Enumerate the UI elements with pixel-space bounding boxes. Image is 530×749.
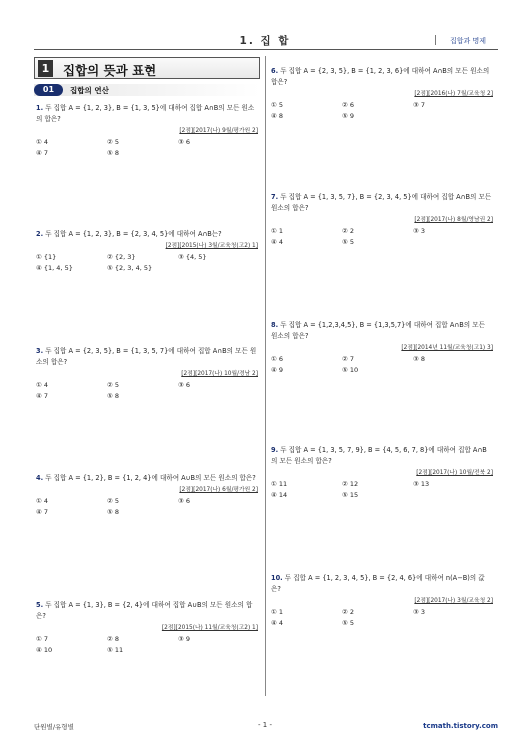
question-source-text: [2점][2015(나) 3월/교육청(고2) 1]	[165, 243, 258, 249]
question-stem	[36, 229, 258, 240]
question-4	[36, 473, 258, 518]
option-4[interactable]: ④ 4	[271, 619, 284, 627]
question-text: 두 집합 A = {1, 2, 3}, B = {1, 3, 5}에 대하여 집합 A∩B의 모든 원소의 합은?	[36, 104, 255, 123]
question-source-text: [2점][2017(나) 9월/평가원 2]	[179, 128, 258, 134]
option-1[interactable]: ① 1	[271, 608, 284, 616]
option-4[interactable]: ④ 7	[36, 392, 49, 400]
option-1[interactable]: ① 5	[271, 101, 284, 109]
header-title: 1. 집 합	[239, 35, 291, 47]
answer-options	[271, 479, 493, 501]
option-5[interactable]: ⑤ 8	[107, 149, 120, 157]
question-number: 9.	[271, 446, 279, 454]
header-divider	[435, 35, 436, 45]
option-1[interactable]: ① 7	[36, 635, 49, 643]
option-3[interactable]: ③ 13	[413, 480, 430, 488]
option-1[interactable]: ① 1	[271, 227, 284, 235]
question-stem	[36, 103, 258, 125]
question-number: 7.	[271, 193, 279, 201]
option-5[interactable]: ⑤ 10	[342, 366, 359, 374]
question-number: 2.	[36, 230, 44, 238]
question-10	[271, 573, 493, 629]
question-text: 두 집합 A = {1, 3, 5, 7, 9}, B = {4, 5, 6, 7, 8}에 대하여 집합 A∩B의 모든 원소의 합은?	[271, 446, 487, 465]
option-2[interactable]: ② 5	[107, 381, 120, 389]
option-5[interactable]: ⑤ 9	[342, 112, 355, 120]
answer-options	[271, 100, 493, 122]
question-stem	[271, 192, 493, 214]
question-1	[36, 103, 258, 159]
question-number: 4.	[36, 474, 44, 482]
question-number: 1.	[36, 104, 44, 112]
option-4[interactable]: ④ 14	[271, 491, 288, 499]
header-rule	[34, 49, 498, 50]
question-source-text: [2점][2017(나) 6월/평가원 2]	[179, 487, 258, 493]
question-source	[271, 215, 493, 226]
option-1[interactable]: ① 11	[271, 480, 288, 488]
option-2[interactable]: ② 5	[107, 138, 120, 146]
question-text: 두 집합 A = {2, 3, 5}, B = {1, 2, 3, 6}에 대하여 A∩B의 모든 원소의 합은?	[271, 67, 490, 86]
option-2[interactable]: ② 5	[107, 497, 120, 505]
section-title: 집합의 뜻과 표현	[63, 63, 157, 78]
question-7	[271, 192, 493, 248]
question-text: 두 집합 A = {1, 2, 3}, B = {2, 3, 4, 5}에 대하여 A∩B는?	[45, 230, 222, 238]
option-4[interactable]: ④ 10	[36, 646, 53, 654]
question-text: 두 집합 A = {1, 3}, B = {2, 4}에 대하여 집합 A∪B의 모든 원소의 합은?	[36, 601, 253, 620]
question-source-text: [2점][2017(나) 3월/교육청 2]	[414, 598, 493, 604]
option-2[interactable]: ② 12	[342, 480, 359, 488]
answer-options	[36, 496, 258, 518]
option-3[interactable]: ③ 6	[178, 381, 191, 389]
column-divider	[265, 56, 266, 696]
option-1[interactable]: ① 4	[36, 381, 49, 389]
question-stem	[271, 445, 493, 467]
option-5[interactable]: ⑤ 5	[342, 238, 355, 246]
question-source	[36, 485, 258, 496]
question-text: 두 집합 A = {1, 2}, B = {1, 2, 4}에 대하여 A∪B의 모든 원소의 합은?	[45, 474, 256, 482]
question-6	[271, 66, 493, 122]
option-5[interactable]: ⑤ 8	[107, 508, 120, 516]
option-4[interactable]: ④ 7	[36, 149, 49, 157]
question-number: 6.	[271, 67, 279, 75]
option-1[interactable]: ① 6	[271, 355, 284, 363]
page-number: - 1 -	[258, 721, 272, 729]
question-9	[271, 445, 493, 501]
answer-options	[36, 137, 258, 159]
option-4[interactable]: ④ 4	[271, 238, 284, 246]
option-2[interactable]: ② 6	[342, 101, 355, 109]
question-number: 5.	[36, 601, 44, 609]
question-text: 두 집합 A = {1, 3, 5, 7}, B = {2, 3, 4, 5}에 대하여 집합 A∩B의 모든 원소의 합은?	[271, 193, 492, 212]
question-source-text: [2점][2017(나) 8월/영남권 2]	[414, 217, 493, 223]
option-3[interactable]: ③ 3	[413, 608, 426, 616]
option-3[interactable]: ③ 6	[178, 138, 191, 146]
answer-options	[271, 607, 493, 629]
option-1[interactable]: ① 4	[36, 497, 49, 505]
header-section-label: 집합과 명제	[449, 37, 486, 45]
question-text: 두 집합 A = {2, 3, 5}, B = {1, 3, 5, 7}에 대하여 집합 A∩B의 모든 원소의 합은?	[36, 347, 257, 366]
option-5[interactable]: ⑤ 11	[107, 646, 124, 654]
option-5[interactable]: ⑤ 8	[107, 392, 120, 400]
option-1[interactable]: ① 4	[36, 138, 49, 146]
answer-options	[271, 226, 493, 248]
question-text: 두 집합 A = {1, 2, 3, 4, 5}, B = {2, 4, 6}에 대하여 n(A−B)의 값은?	[271, 574, 485, 593]
question-source-text: [2점][2015(나) 11월/교육청(고2) 1]	[161, 625, 258, 631]
option-2[interactable]: ② 7	[342, 355, 355, 363]
question-source-text: [2점][2016(나) 7월/교육청 2]	[414, 91, 493, 97]
answer-options	[36, 380, 258, 402]
question-source	[36, 241, 258, 252]
option-3[interactable]: ③ 8	[413, 355, 426, 363]
question-source	[271, 343, 493, 354]
question-source	[271, 468, 493, 479]
question-number: 3.	[36, 347, 44, 355]
answer-options	[36, 634, 258, 656]
option-3[interactable]: ③ {4, 5}	[178, 253, 207, 261]
option-2[interactable]: ② {2, 3}	[107, 253, 136, 261]
option-3[interactable]: ③ 7	[413, 101, 426, 109]
question-5	[36, 600, 258, 656]
option-4[interactable]: ④ 8	[271, 112, 284, 120]
option-2[interactable]: ② 8	[107, 635, 120, 643]
question-number: 10.	[271, 574, 283, 582]
question-source-text: [2점][2014년 11월/교육청(고1) 3]	[401, 345, 493, 351]
question-source	[36, 126, 258, 137]
option-3[interactable]: ③ 6	[178, 497, 191, 505]
question-text: 두 집합 A = {1,2,3,4,5}, B = {1,3,5,7}에 대하여 집합 A∩B의 모든 원소의 합은?	[271, 321, 485, 340]
question-source	[36, 623, 258, 634]
subsection-title: 집합의 연산	[70, 86, 109, 95]
question-2	[36, 229, 258, 274]
answer-options	[271, 354, 493, 376]
option-1[interactable]: ① {1}	[36, 253, 57, 261]
question-stem	[271, 66, 493, 88]
question-source	[36, 369, 258, 380]
option-4[interactable]: ④ 7	[36, 508, 49, 516]
option-5[interactable]: ⑤ {2, 3, 4, 5}	[107, 264, 153, 272]
option-4[interactable]: ④ 9	[271, 366, 284, 374]
option-2[interactable]: ② 2	[342, 608, 355, 616]
option-3[interactable]: ③ 3	[413, 227, 426, 235]
question-8	[271, 320, 493, 376]
question-stem	[271, 320, 493, 342]
question-stem	[36, 346, 258, 368]
question-stem	[36, 600, 258, 622]
subsection-bar	[34, 84, 260, 96]
question-number: 8.	[271, 321, 279, 329]
footer-link[interactable]: tcmath.tistory.com	[423, 722, 498, 730]
question-stem	[36, 473, 258, 484]
question-source	[271, 596, 493, 607]
question-source	[271, 89, 493, 100]
option-5[interactable]: ⑤ 15	[342, 491, 359, 499]
question-source-text: [2점][2017(나) 10월/경남 2]	[181, 371, 258, 377]
option-4[interactable]: ④ {1, 4, 5}	[36, 264, 73, 272]
answer-options	[36, 252, 258, 274]
subsection-number: 01	[34, 84, 63, 96]
section-number: 1	[38, 60, 53, 77]
option-2[interactable]: ② 2	[342, 227, 355, 235]
question-source-text: [2점][2017(나) 10월/전북 2]	[416, 470, 493, 476]
footer-left: 단원별/유형별	[34, 723, 74, 731]
question-stem	[271, 573, 493, 595]
option-5[interactable]: ⑤ 5	[342, 619, 355, 627]
option-3[interactable]: ③ 9	[178, 635, 191, 643]
question-3	[36, 346, 258, 402]
